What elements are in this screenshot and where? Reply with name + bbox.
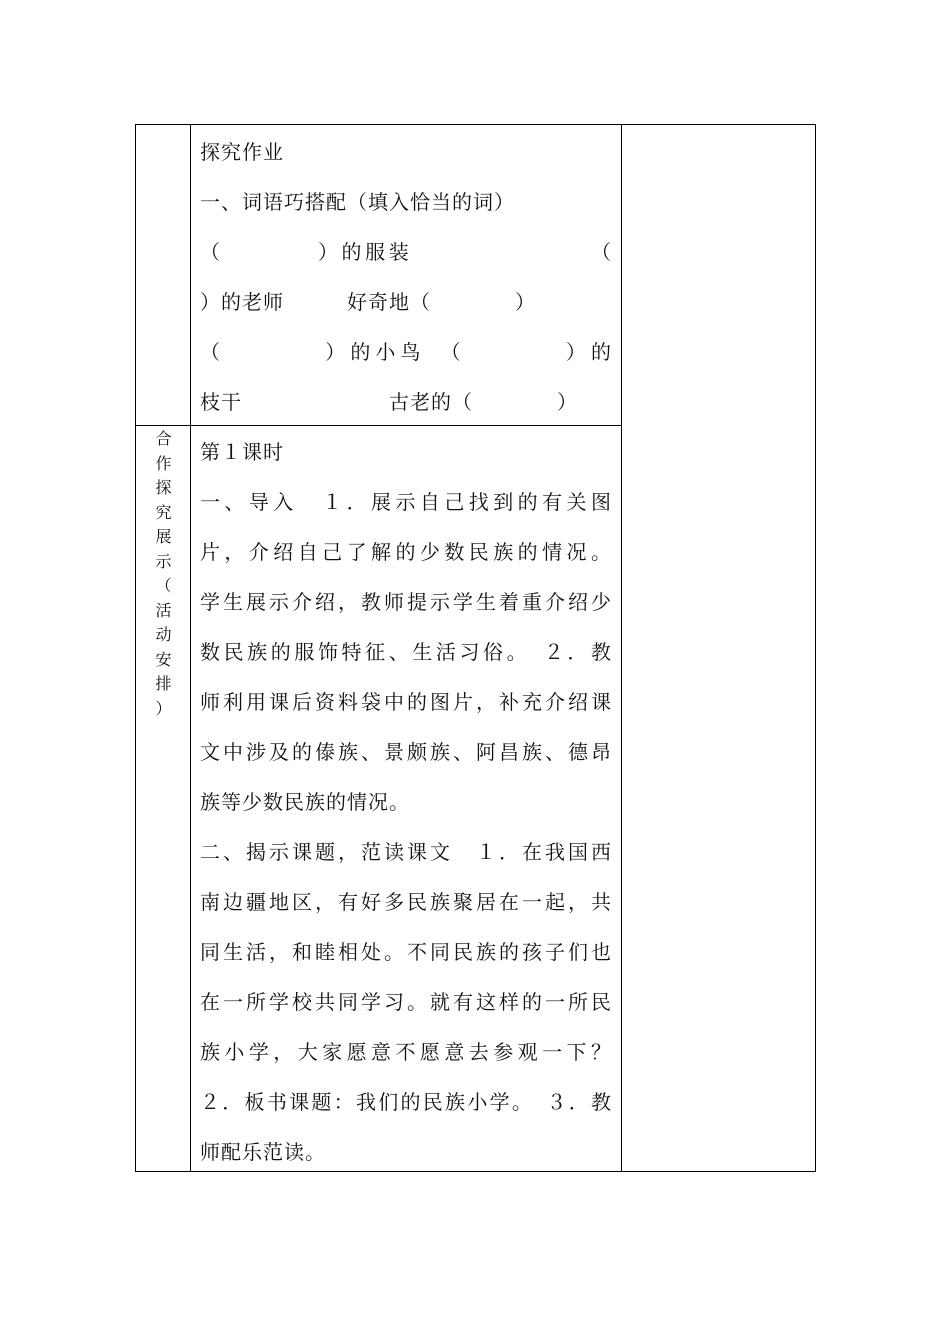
exercise-line: 枝干 古老的（ ） xyxy=(200,390,578,414)
upper-content-cell xyxy=(200,127,612,427)
paragraph-line: 片，介绍自己了解的少数民族的情况。 xyxy=(200,540,612,564)
paragraph-line: 族小学，大家愿意不愿意去参观一下？ xyxy=(200,1040,612,1064)
paragraph-line: ２．板书课题：我们的民族小学。 ３．教 xyxy=(200,1090,612,1114)
lesson-period: 第１课时 xyxy=(200,440,284,464)
paragraph-line: 一、导入 １．展示自己找到的有关图 xyxy=(200,490,612,514)
exercise-line: （ ）的服装 （ xyxy=(200,240,612,264)
paragraph-line: 二、揭示课题，范读课文 １．在我国西 xyxy=(200,840,612,864)
paragraph-line: 师利用课后资料袋中的图片，补充介绍课 xyxy=(200,690,612,714)
homework-heading: 探究作业 xyxy=(200,140,284,164)
paragraph-line: 文中涉及的傣族、景颇族、阿昌族、德昂 xyxy=(200,740,612,764)
side-label-cooperative-exploration: 合 作 探 究 展 示 （ 活 动 安 排 ） xyxy=(155,429,172,718)
paragraph-line: 南边疆地区，有好多民族聚居在一起，共 xyxy=(200,890,612,914)
paragraph-line: 族等少数民族的情况。 xyxy=(200,790,410,814)
paragraph-line: 同生活，和睦相处。不同民族的孩子们也 xyxy=(200,940,612,964)
exercise-title: 一、词语巧搭配（填入恰当的词） xyxy=(200,190,515,214)
paragraph-line: 师配乐范读。 xyxy=(200,1140,326,1164)
exercise-line: （ ）的小鸟 （ ）的 xyxy=(200,340,612,364)
exercise-line: ）的老师 好奇地（ ） xyxy=(200,290,536,314)
lesson-plan-table xyxy=(135,124,816,1172)
paragraph-line: 学生展示介绍，教师提示学生着重介绍少 xyxy=(200,590,612,614)
lower-content-cell xyxy=(200,427,612,1177)
paragraph-line: 在一所学校共同学习。就有这样的一所民 xyxy=(200,990,612,1014)
column-divider-right xyxy=(621,125,622,1171)
paragraph-line: 数民族的服饰特征、生活习俗。 ２．教 xyxy=(200,640,612,664)
